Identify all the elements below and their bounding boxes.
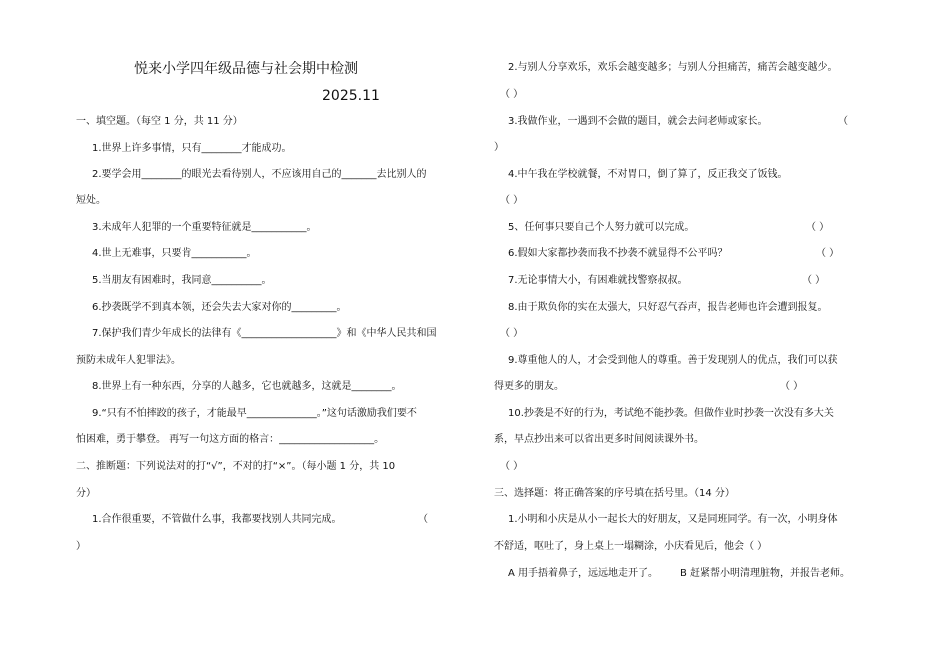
judge-q2-line1: 2.与别人分享欢乐，欢乐会越变越多；与别人分担痛苦，痛苦会越变越少。	[508, 62, 838, 73]
judge-q4: 4.中午我在学校就餐，不对胃口，倒了算了，反正我交了饭钱。	[508, 169, 788, 180]
judge-q9-line2: 得更多的朋友。	[494, 381, 564, 392]
judge-q1-paren: （	[418, 514, 428, 525]
judge-q6: 6.假如大家都抄袭而我不抄袭不就显得不公平吗？	[508, 248, 728, 259]
judge-q3-paren-close: ）	[494, 142, 504, 153]
fill-q7-line1: 7.保护我们青少年成长的法律有《___________________》和《中华人民共和国	[92, 328, 437, 339]
exam-date: 2025.11	[322, 88, 380, 104]
judge-q8-paren: （ ）	[500, 328, 524, 339]
judge-q4-paren: （ ）	[500, 195, 524, 206]
section1-heading: 一、填空题。（每空 1 分，共 11 分）	[76, 116, 243, 127]
judge-q1: 1.合作很重要，不管做什么事，我都要找别人共同完成。	[92, 514, 342, 525]
fill-q2-line2: 短处。	[76, 195, 106, 206]
choice-q1-line2: 不舒适，呕吐了，身上桌上一塌糊涂，小庆看见后，他会（ ）	[494, 541, 768, 552]
fill-q4: 4.世上无难事，只要肯___________。	[92, 248, 257, 259]
judge-q6-paren: （ ）	[816, 248, 840, 259]
section2-heading-line2: 分）	[76, 488, 96, 499]
section2-heading-line1: 二、推断题：下列说法对的打“√”，不对的打“×”。（每小题 1 分，共 10	[76, 461, 396, 472]
judge-q10-line1: 10.抄袭是不好的行为，考试绝不能抄袭。但做作业时抄袭一次没有多大关	[508, 408, 834, 419]
judge-q7-paren: （ ）	[802, 275, 826, 286]
fill-q6: 6.抄袭既学不到真本领，还会失去大家对你的_________。	[92, 302, 347, 313]
choice-q1-line1: 1.小明和小庆是从小一起长大的好朋友，又是同班同学。有一次，小明身体	[508, 514, 838, 525]
judge-q9-paren: （ ）	[780, 381, 804, 392]
fill-q9-line2: 怕困难，勇于攀登。 再写一句这方面的格言：___________________。	[76, 434, 385, 445]
fill-q5: 5.当朋友有困难时，我同意__________。	[92, 275, 272, 286]
fill-q7-line2: 预防未成年人犯罪法》。	[76, 355, 181, 366]
judge-q9-line1: 9.尊重他人的人，才会受到他人的尊重。善于发现别人的优点，我们可以获	[508, 355, 838, 366]
judge-q3: 3.我做作业，一遇到不会做的题目，就会去问老师或家长。	[508, 116, 768, 127]
judge-q10-line2: 系，早点抄出来可以省出更多时间阅读课外书。	[494, 434, 704, 445]
fill-q2-line1: 2.要学会用________的眼光去看待别人，不应该用自己的_______去比别人的	[92, 169, 427, 180]
fill-q3: 3.未成年人犯罪的一个重要特征就是___________。	[92, 222, 317, 233]
fill-q8: 8.世界上有一种东西，分享的人越多，它也就越多，这就是________。	[92, 381, 402, 392]
exam-title: 悦来小学四年级品德与社会期中检测	[134, 61, 358, 77]
fill-q1: 1.世界上许多事情，只有________才能成功。	[92, 143, 292, 154]
judge-q2-paren: （ ）	[500, 89, 524, 100]
fill-q9-line1: 9.“只有不怕摔跤的孩子，才能最早______________。”这句话激励我们要不	[92, 408, 417, 419]
section3-heading: 三、选择题：将正确答案的序号填在括号里。（14 分）	[494, 488, 735, 499]
judge-q5: 5、任何事只要自己个人努力就可以完成。	[508, 222, 695, 233]
choice-q1-option-b: B 赶紧帮小明清理脏物，并报告老师。	[680, 568, 851, 579]
judge-q3-paren: （	[838, 116, 848, 127]
judge-q5-paren: （ ）	[806, 222, 830, 233]
choice-q1-option-a: A 用手捂着鼻子，远远地走开了。	[508, 568, 659, 579]
judge-q10-paren: （ ）	[500, 461, 524, 472]
judge-q8: 8.由于欺负你的实在太强大，只好忍气吞声，报告老师也许会遭到报复。	[508, 302, 828, 313]
judge-q1-paren-close: ）	[76, 541, 86, 552]
judge-q7: 7.无论事情大小，有困难就找警察叔叔。	[508, 275, 688, 286]
